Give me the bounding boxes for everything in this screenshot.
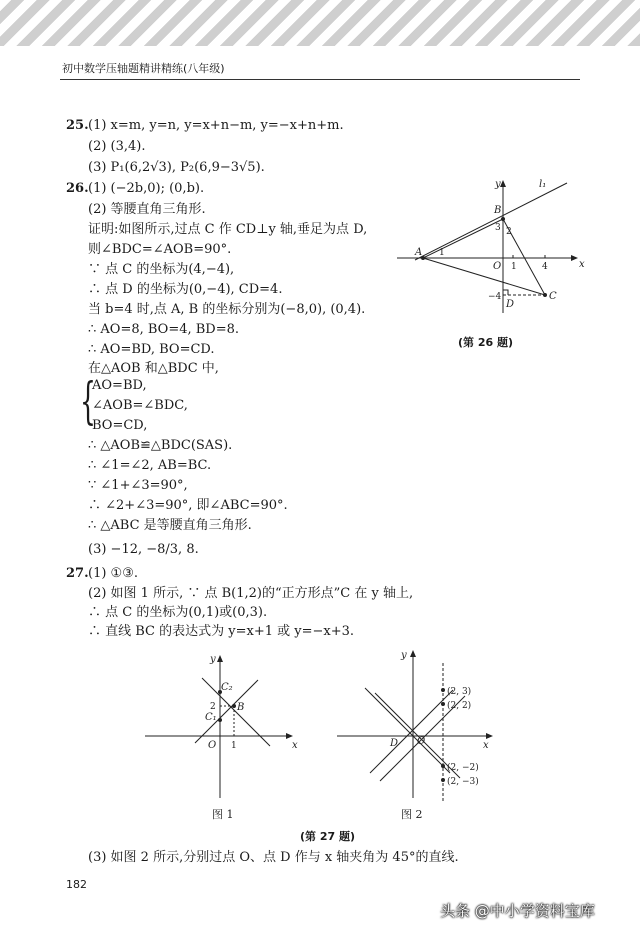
tick-2: 2 [210, 702, 216, 712]
label-p3: (2, −2) [447, 763, 479, 773]
label-b: B [494, 205, 502, 216]
q26-line: ∴ △ABC 是等腰直角三角形. [88, 518, 252, 533]
label-p4: (2, −3) [447, 777, 479, 787]
segment-ac [423, 258, 545, 295]
point-b [501, 217, 505, 221]
fig1-label: 图 1 [212, 808, 234, 821]
label-y: y [401, 650, 407, 661]
label-c2: C₂ [221, 682, 233, 693]
label-d: D [506, 299, 515, 310]
label-c1: C₁ [205, 712, 217, 723]
figure-27-2 [335, 648, 495, 828]
q26-line: (2) 等腰直角三角形. [88, 202, 206, 217]
label-o: O [208, 740, 217, 751]
q26-line: ∴ 点 D 的坐标为(0,−4), CD=4. [88, 282, 283, 297]
tick-4: 4 [542, 262, 548, 272]
tick-1: 1 [511, 262, 517, 272]
line-o-pos [370, 690, 453, 773]
label-p1: (2, 3) [447, 687, 472, 697]
angle-2: 2 [506, 227, 512, 237]
fig2-label: 图 2 [401, 808, 423, 821]
label-y: y [210, 654, 216, 665]
q26-line: 当 b=4 时,点 A, B 的坐标分别为(−8,0), (0,4). [88, 302, 366, 317]
label-l1: l₁ [539, 179, 547, 190]
label-b: B [237, 702, 245, 713]
q26-line: 证明:如图所示,过点 C 作 CD⊥y 轴,垂足为点 D, [88, 222, 368, 237]
q26-line: ∠AOB=∠BDC, [92, 398, 188, 413]
point-23 [441, 688, 445, 692]
point-b [232, 704, 236, 708]
label-p2: (2, 2) [447, 701, 472, 711]
q26-line: ∴ AO=BD, BO=CD. [88, 342, 215, 357]
q26-line: ∵ ∠1+∠3=90°, [88, 478, 188, 493]
tick-minus4: −4 [488, 292, 502, 302]
tick-1: 1 [231, 741, 237, 751]
q25-line3: (3) P₁(6,2√3), P₂(6,9−3√5). [88, 160, 265, 175]
figure-27-1 [140, 648, 305, 828]
point-c [543, 293, 547, 297]
page-number: 182 [66, 878, 87, 891]
system-brace: { [80, 372, 96, 430]
angle-3: 3 [495, 223, 501, 233]
q26-line: 则∠BDC=∠AOB=90°. [88, 242, 232, 257]
label-o: O [417, 736, 426, 747]
q27-line4: ∴ 直线 BC 的表达式为 y=x+1 或 y=−x+3. [88, 624, 355, 639]
q26-line: BO=CD, [92, 418, 148, 433]
label-x: x [579, 259, 585, 270]
q26-line: ∴ ∠1=∠2, AB=BC. [88, 458, 212, 473]
q27-line2: (2) 如图 1 所示, ∵ 点 B(1,2)的“正方形点”C 在 y 轴上, [88, 586, 414, 601]
running-header: 初中数学压轴题精讲精练(八年级) [62, 62, 225, 75]
q26-line: ∴ AO=8, BO=4, BD=8. [88, 322, 240, 337]
y-arrow [500, 180, 506, 187]
point-c1 [218, 718, 222, 722]
q27-line5: (3) 如图 2 所示,分别过点 O、点 D 作与 x 轴夹角为 45°的直线. [88, 850, 459, 865]
q26-line: (3) −12, −8/3, 8. [88, 542, 199, 557]
label-c: C [549, 291, 557, 302]
label-a: A [415, 247, 423, 258]
q26-line: ∴ ∠2+∠3=90°, 即∠ABC=90°. [88, 498, 288, 513]
q26-line: (1) (−2b,0); (0,b). [88, 181, 205, 196]
label-x: x [483, 740, 489, 751]
label-y: y [495, 179, 501, 190]
header-stripe [0, 0, 640, 46]
x-arrow [571, 255, 578, 261]
watermark: 头条 @中小学资料宝库 [440, 902, 595, 920]
caption-27: (第 27 题) [300, 830, 356, 843]
q25-number: 25. [66, 118, 89, 133]
q26-number: 26. [66, 181, 89, 196]
caption-26: (第 26 题) [458, 336, 514, 349]
line-o-neg [365, 688, 450, 773]
segment-ab [423, 219, 503, 258]
point-22 [441, 702, 445, 706]
header-rule [60, 79, 580, 80]
label-x: x [292, 740, 298, 751]
q26-line: ∵ 点 C 的坐标为(4,−4), [88, 262, 235, 277]
q26-line: 在△AOB 和△BDC 中, [88, 361, 219, 376]
label-d: D [390, 738, 399, 749]
q26-line: ∴ △AOB≌△BDC(SAS). [88, 438, 233, 453]
q27-line3: ∴ 点 C 的坐标为(0,1)或(0,3). [88, 605, 268, 620]
label-o: O [493, 261, 502, 272]
q25-line1: (1) x=m, y=n, y=x+n−m, y=−x+n+m. [88, 118, 344, 133]
q27-number: 27. [66, 566, 89, 581]
point-2m3 [441, 778, 445, 782]
angle-1: 1 [439, 248, 445, 258]
figure-26 [395, 175, 590, 315]
q27-line1: (1) ①③. [88, 566, 138, 581]
q26-line: AO=BD, [92, 378, 147, 393]
point-2m2 [441, 764, 445, 768]
line-l1 [415, 183, 567, 260]
q25-line2: (2) (3,4). [88, 139, 146, 154]
